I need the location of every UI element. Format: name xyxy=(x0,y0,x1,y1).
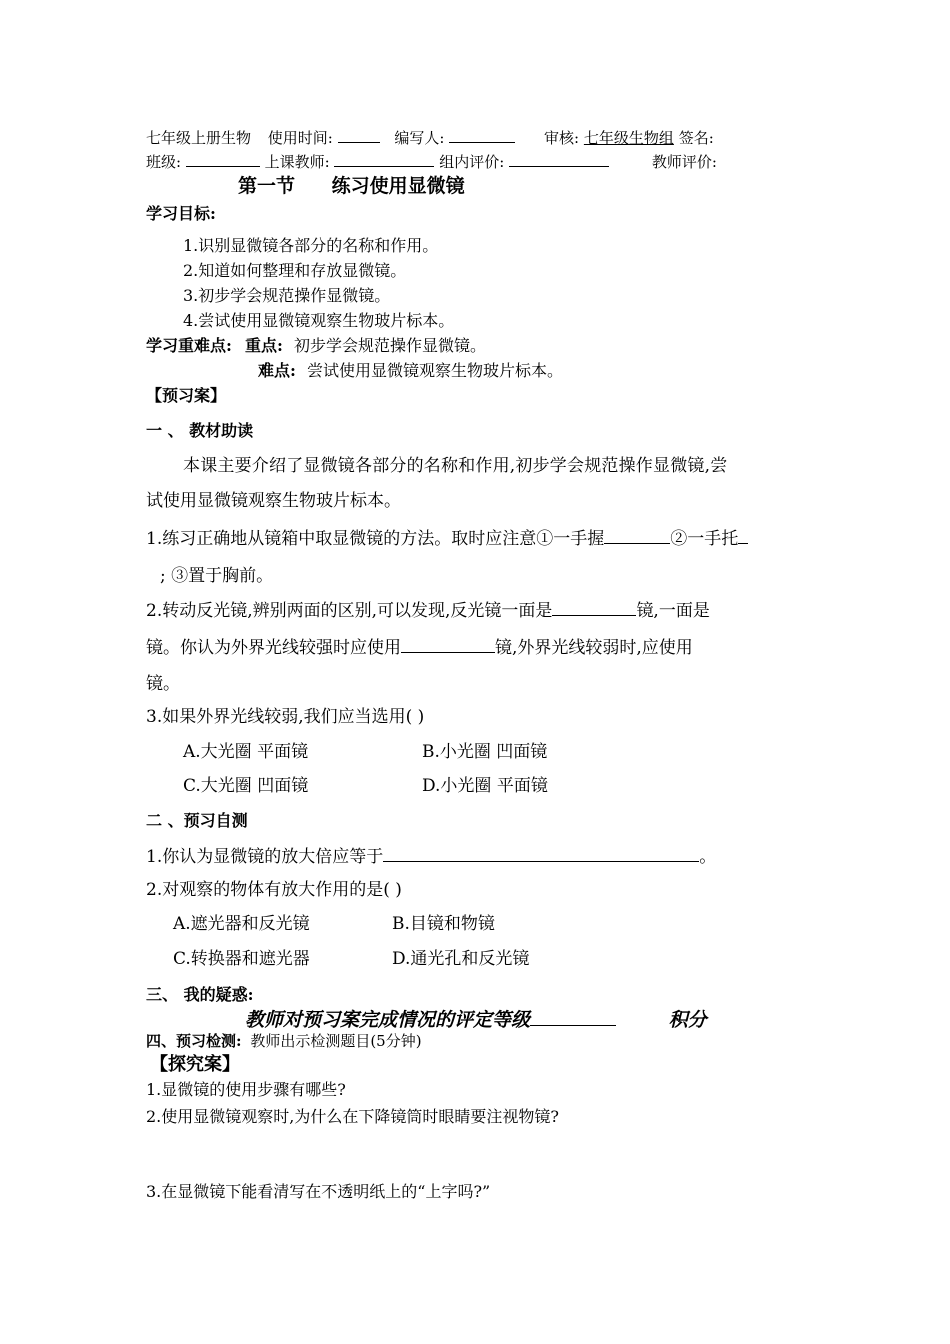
goals-heading: 学习目标: xyxy=(146,204,216,223)
explore-item: 1.显微镜的使用步骤有哪些? xyxy=(146,1080,346,1099)
teacher-label: 上课教师: xyxy=(264,153,330,171)
teacher-rating-label: 教师对预习案完成情况的评定等级 xyxy=(245,1009,531,1031)
p2-option: D.通光孔和反光镜 xyxy=(392,949,530,969)
goal-item: 3.初步学会规范操作显微镜。 xyxy=(183,286,391,305)
key-text: 初步学会规范操作显微镜。 xyxy=(294,336,487,355)
blank xyxy=(738,527,748,544)
author-label: 编写人: xyxy=(394,129,445,147)
part4-line xyxy=(146,1032,422,1050)
part4-heading: 四、预习检测: xyxy=(146,1032,242,1050)
time-blank xyxy=(338,128,380,143)
goal-item: 1.识别显微镜各部分的名称和作用。 xyxy=(183,236,439,255)
explore-item: 3.在显微镜下能看清写在不透明纸上的“上字吗?” xyxy=(146,1182,491,1201)
key-label: 重点: xyxy=(245,336,283,355)
class-blank xyxy=(186,152,260,167)
grade-label: 七年级上册生物 xyxy=(146,129,252,147)
part1-heading: 一 、 教材助读 xyxy=(146,421,254,440)
review-label: 审核: xyxy=(544,129,580,147)
q3-option: D.小光圈 平面镜 xyxy=(422,776,548,796)
group-eval-label: 组内评价: xyxy=(439,153,505,171)
review-value: 七年级生物组 xyxy=(583,129,674,147)
time-label: 使用时间: xyxy=(267,129,333,147)
teacher-eval-label: 教师评价: xyxy=(651,153,717,171)
q2-line-2: 镜。你认为外界光线较强时应使用 镜,外界光线较弱时,应使用 xyxy=(146,638,693,658)
p2-option: A.遮光器和反光镜 xyxy=(173,914,310,934)
q3-line: 3.如果外界光线较弱,我们应当选用( ) xyxy=(146,707,425,727)
p2-option: B.目镜和物镜 xyxy=(392,914,495,934)
preview-heading: 【预习案】 xyxy=(146,386,227,405)
focus-key-line xyxy=(146,336,486,355)
sign-label: 签名: xyxy=(678,129,714,147)
blank xyxy=(383,845,699,862)
difficult-text: 尝试使用显微镜观察生物玻片标本。 xyxy=(307,361,564,380)
intro-line-1: 本课主要介绍了显微镜各部分的名称和作用,初步学会规范操作显微镜,尝 xyxy=(183,456,728,476)
p2-option: C.转换器和遮光器 xyxy=(173,949,310,969)
intro-line-2: 试使用显微镜观察生物玻片标本。 xyxy=(146,491,401,511)
rating-blank xyxy=(530,1006,616,1026)
q3-option: A.大光圈 平面镜 xyxy=(183,742,309,762)
focus-difficult-line xyxy=(258,361,563,380)
p2-q1-line: 1.你认为显微镜的放大倍应等于 。 xyxy=(146,847,717,867)
part4-text: 教师出示检测题目(5分钟) xyxy=(250,1032,422,1050)
author-blank xyxy=(449,128,515,143)
q2-line-1: 2.转动反光镜,辨别两面的区别,可以发现,反光镜一面是 镜,一面是 xyxy=(146,601,710,621)
class-label: 班级: xyxy=(146,153,182,171)
explore-heading: 【探究案】 xyxy=(150,1054,240,1075)
q1-line: 1.练习正确地从镜箱中取显微镜的方法。取时应注意①一手握 ②一手托 xyxy=(146,527,748,549)
section-number: 第一节 xyxy=(238,175,296,197)
group-eval-blank xyxy=(509,152,609,167)
part3-heading: 三、 我的疑惑: xyxy=(146,985,254,1004)
header-row-1 xyxy=(146,128,714,147)
blank xyxy=(604,527,670,544)
header-row-2 xyxy=(146,152,717,171)
blank xyxy=(401,636,495,653)
q3-option: C.大光圈 凹面镜 xyxy=(183,776,309,796)
goal-item: 4.尝试使用显微镜观察生物玻片标本。 xyxy=(183,311,455,330)
p2-q2-line: 2.对观察的物体有放大作用的是( ) xyxy=(146,880,402,900)
blank xyxy=(552,599,636,616)
teacher-rating-line xyxy=(245,1006,707,1032)
focus-heading: 学习重难点: xyxy=(146,336,232,355)
page-title xyxy=(238,175,465,198)
q3-option: B.小光圈 凹面镜 xyxy=(422,742,548,762)
section-name: 练习使用显微镜 xyxy=(331,175,465,197)
q1-line-2: ; ③置于胸前。 xyxy=(160,566,274,586)
score-label: 积分 xyxy=(668,1009,707,1031)
q2-line-3: 镜。 xyxy=(146,674,180,694)
explore-item: 2.使用显微镜观察时,为什么在下降镜筒时眼睛要注视物镜? xyxy=(146,1107,559,1126)
difficult-label: 难点: xyxy=(258,361,296,380)
part2-heading: 二 、预习自测 xyxy=(146,811,248,830)
goal-item: 2.知道如何整理和存放显微镜。 xyxy=(183,261,407,280)
teacher-blank xyxy=(334,152,434,167)
